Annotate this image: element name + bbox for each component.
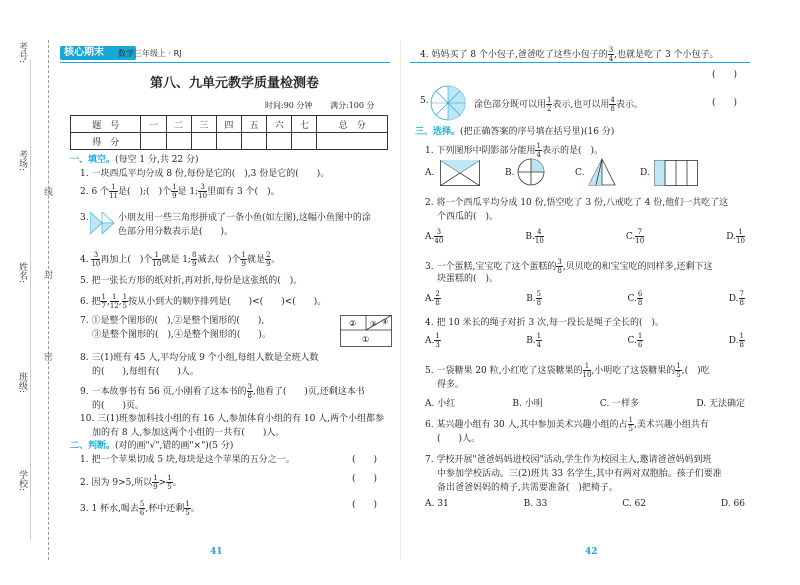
question-10-line2: 加的有 8 人,参加这两个小组的一共有( )人。: [92, 428, 285, 438]
choice-3: 3. 一个蛋糕,宝宝吃了这个蛋糕的 $\frac{3}{8}$ ,贝贝吃的和宝宝吃的同样多,还剩下这: [425, 258, 713, 275]
choice-7-line2: 中参加学校活动。三(2)班共 33 名学生,其中有两对双胞胎。孩子们要准: [437, 469, 722, 479]
score-cell: 五: [242, 116, 267, 133]
choice-5: 5. 一袋糖果 20 粒,小红吃了这袋糖果的 $\frac{1}{10}$ ,小明吃了这袋糖果的 $\frac{1}{5}$ ,( )吃: [425, 362, 710, 379]
score-cell: 一: [141, 116, 166, 133]
score-cell: 题 号: [71, 116, 141, 133]
binding-margin: [0, 0, 58, 585]
brand-logo: 核心期末: [60, 46, 136, 60]
question-3-text: 小朋友用一些三角形拼成了一条小鱼(如左图),这幅小鱼图中的涂: [118, 213, 371, 223]
choice-7: 7. 学校开展"爸爸妈妈进校园"活动,学生作为校园主人,邀请爸爸妈妈到班: [425, 455, 712, 465]
time-label: 时间:90 分钟: [265, 101, 313, 110]
fish-figure: [90, 212, 114, 234]
option-d[interactable]: D. $\frac{1}{10}$: [726, 228, 745, 245]
judge-2-answer[interactable]: ( ): [352, 474, 378, 484]
score-cell: 三: [191, 116, 216, 133]
option-a[interactable]: A. $\frac{2}{8}$: [425, 290, 440, 307]
choice-2: 2. 将一个西瓜平均分成 10 份,悟空吃了 3 份,八戒吃了 4 份,他们一共吃了这: [425, 198, 729, 208]
option-b[interactable]: B. $\frac{1}{4}$: [526, 332, 542, 349]
right-q4-answer[interactable]: ( ): [712, 70, 738, 80]
field-exam-no: 考号:: [17, 42, 27, 64]
right-q5-answer[interactable]: ( ): [712, 98, 738, 108]
option-b[interactable]: B. 33: [523, 499, 548, 509]
judge-2: 2. 因为 9>5,所以 $\frac{1}{9}$ > $\frac{1}{5}$ 。: [80, 474, 182, 491]
section-judge: 二、判断。(对的画"√",错的画"×")(5 分): [70, 441, 234, 451]
score-cell: 二: [166, 116, 191, 133]
score-input[interactable]: [317, 133, 388, 150]
judge-1-answer[interactable]: ( ): [352, 455, 378, 465]
option-b[interactable]: B.: [505, 168, 515, 178]
paper-title: 第八、九单元教学质量检测卷: [150, 76, 320, 91]
score-cell: 六: [267, 116, 292, 133]
question-7: 7. ①是整个图形的( ),②是整个图形的( ),: [80, 316, 265, 326]
field-line: [30, 60, 31, 540]
cell-2: ②: [349, 319, 357, 328]
judge-1: 1. 把一个苹果切成 5 块,每块是这个苹果的五分之一。: [80, 455, 295, 465]
score-cell: 总 分: [317, 116, 388, 133]
score-input[interactable]: [216, 133, 241, 150]
question-10: 10. 三(1)班参加科技小组的有 16 人,参加体育小组的有 10 人,两个小组都参: [80, 414, 385, 424]
field-class: 班级:: [17, 372, 27, 394]
option-c[interactable]: C. 62: [622, 499, 647, 509]
choice-7-options: [425, 499, 745, 509]
score-cell: 得 分: [71, 133, 141, 150]
option-a-figure: [440, 160, 480, 186]
field-exam-room: 考场:: [17, 150, 27, 172]
option-c[interactable]: C. $\frac{7}{10}$: [625, 228, 645, 245]
section-choose: 三、选择。(把正确答案的序号填在括号里)(16 分): [415, 127, 615, 137]
page-divider: [400, 40, 401, 560]
question-9-line2: 的( )页。: [92, 401, 145, 411]
option-d-figure: [654, 160, 698, 186]
page-number-left: 41: [210, 547, 223, 557]
option-d[interactable]: D. 66: [720, 499, 745, 509]
option-d[interactable]: D.: [640, 168, 650, 178]
question-3: 3.: [80, 213, 89, 223]
judge-3-answer[interactable]: ( ): [352, 500, 378, 510]
option-a[interactable]: A. 31: [425, 499, 449, 509]
field-school: 学校:: [17, 470, 27, 492]
question-3-text2: 色部分用分数表示是( )。: [118, 227, 234, 237]
binding-mark: 线: [44, 188, 54, 198]
score-input[interactable]: [292, 133, 317, 150]
score-input[interactable]: [191, 133, 216, 150]
choice-1: 1. 下列图形中阴影部分能用 $\frac{1}{4}$ 表示的是( )。: [425, 142, 603, 159]
option-d[interactable]: D. 无法确定: [696, 399, 745, 409]
choice-6-line2: ( )人。: [437, 434, 481, 444]
score-label: 满分:100 分: [330, 101, 375, 110]
choice-4-options: [425, 332, 745, 349]
option-b[interactable]: B. $\frac{4}{10}$: [525, 228, 544, 245]
choice-6: 6. 某兴趣小组有 30 人,其中参加美术兴趣小组的占 $\frac{1}{5}$ ,美术兴趣小组共有: [425, 416, 709, 433]
score-table: [70, 115, 388, 150]
cell-1: ①: [362, 335, 370, 344]
score-input[interactable]: [242, 133, 267, 150]
question-9: 9. 一本故事书有 56 页,小刚看了这本书的 $\frac{3}{8}$ ,他看了( )页,还剩这本书: [80, 383, 365, 400]
shaded-circle: [430, 85, 466, 121]
question-8: 8. 三(1)班有 45 人,平均分成 9 个小组,每组人数是全班人数: [80, 353, 319, 363]
question-8-line2: 的( ),每组有( )人。: [92, 367, 199, 377]
option-d[interactable]: D. $\frac{7}{8}$: [728, 290, 744, 307]
choice-5-options: [425, 396, 745, 409]
binding-mark: 封: [44, 271, 54, 281]
score-cell: 四: [216, 116, 241, 133]
rect-figure: [340, 315, 392, 347]
subject-label: 数学三年级上 · RJ: [118, 49, 182, 58]
right-question-5: 5.: [420, 96, 429, 106]
cut-line: [48, 40, 49, 560]
question-7-line2: ③是整个图形的( ),④是整个图形的( )。: [92, 330, 271, 340]
option-a[interactable]: A. $\frac{3}{40}$: [425, 228, 444, 245]
option-c-figure: [588, 158, 616, 186]
option-b-figure: [517, 158, 545, 186]
option-b[interactable]: B. 小明: [512, 399, 543, 409]
option-d[interactable]: D. $\frac{1}{8}$: [728, 332, 744, 349]
choice-2-options: [425, 228, 745, 245]
question-2: 2. 6 个 $\frac{1}{11}$ 是( );( )个 $\frac{1}{9}$ 是 1; $\frac{3}{10}$ 里面有 3 个( )。: [80, 183, 280, 200]
choice-4: 4. 把 10 米长的绳子对折 3 次,每一段长是绳子全长的( )。: [425, 318, 664, 328]
choice-5-line2: 得多。: [437, 380, 465, 390]
score-input[interactable]: [141, 133, 166, 150]
question-4: 4. $\frac{3}{10}$ 再加上( )个 $\frac{1}{10}$ 就是 1; $\frac{8}{9}$ 减去( )个 $\frac{1}{9}$ 就是 $\frac{2}{9}$ 。: [80, 251, 281, 268]
choice-2-line2: 个西瓜的( )。: [437, 212, 499, 222]
score-input[interactable]: [267, 133, 292, 150]
choice-3-line2: 块蛋糕的( )。: [437, 274, 499, 284]
binding-mark: 密: [44, 353, 54, 363]
right-question-5-text: 涂色部分既可以用 $\frac{1}{2}$ 表示,也可以用 $\frac{4}{8}$ 表示。: [474, 96, 643, 113]
option-b[interactable]: B. $\frac{5}{8}$: [526, 290, 542, 307]
option-c[interactable]: C.: [575, 168, 585, 178]
field-name: 姓名:: [17, 262, 27, 284]
page-number-right: 42: [585, 547, 598, 557]
option-a[interactable]: A. $\frac{1}{3}$: [425, 332, 440, 349]
header-rule: [60, 62, 390, 63]
option-a[interactable]: A. 小红: [425, 399, 456, 409]
score-input[interactable]: [166, 133, 191, 150]
right-question-4: 4. 妈妈买了 8 个小包子,爸爸吃了这些小包子的 $\frac{3}{4}$ ,也就是吃了 3 个小包子。: [420, 46, 719, 63]
option-c[interactable]: C. $\frac{6}{8}$: [627, 290, 643, 307]
option-c[interactable]: C. 一样多: [599, 399, 640, 409]
question-1: 1. 一块西瓜平均分成 8 份,每份是它的( ),3 份是它的( )。: [80, 169, 330, 179]
option-c[interactable]: C. $\frac{1}{6}$: [627, 332, 643, 349]
score-cell: 七: [292, 116, 317, 133]
choice-7-line3: 备出爸爸妈妈的椅子,共需要准备( )把椅子。: [437, 483, 618, 493]
option-a[interactable]: A.: [425, 168, 435, 178]
section-fill: 一、填空。(每空 1 分,共 22 分): [70, 155, 199, 165]
question-5: 5. 把一张长方形的纸对折,再对折,每份是这张纸的( )。: [80, 276, 303, 286]
judge-3: 3. 1 杯水,喝去 $\frac{5}{6}$ ,杯中还剩 $\frac{1}{5}$ 。: [80, 500, 200, 517]
question-6: 6. 把 $\frac{1}{7}$ , $\frac{1}{12}$ , $\frac{1}{5}$ 按从小到大的顺序排列是( )<( )<( )。: [80, 293, 327, 310]
choice-3-options: [425, 290, 745, 307]
cell-3: ③: [370, 320, 377, 328]
cell-4: ④: [382, 318, 389, 326]
